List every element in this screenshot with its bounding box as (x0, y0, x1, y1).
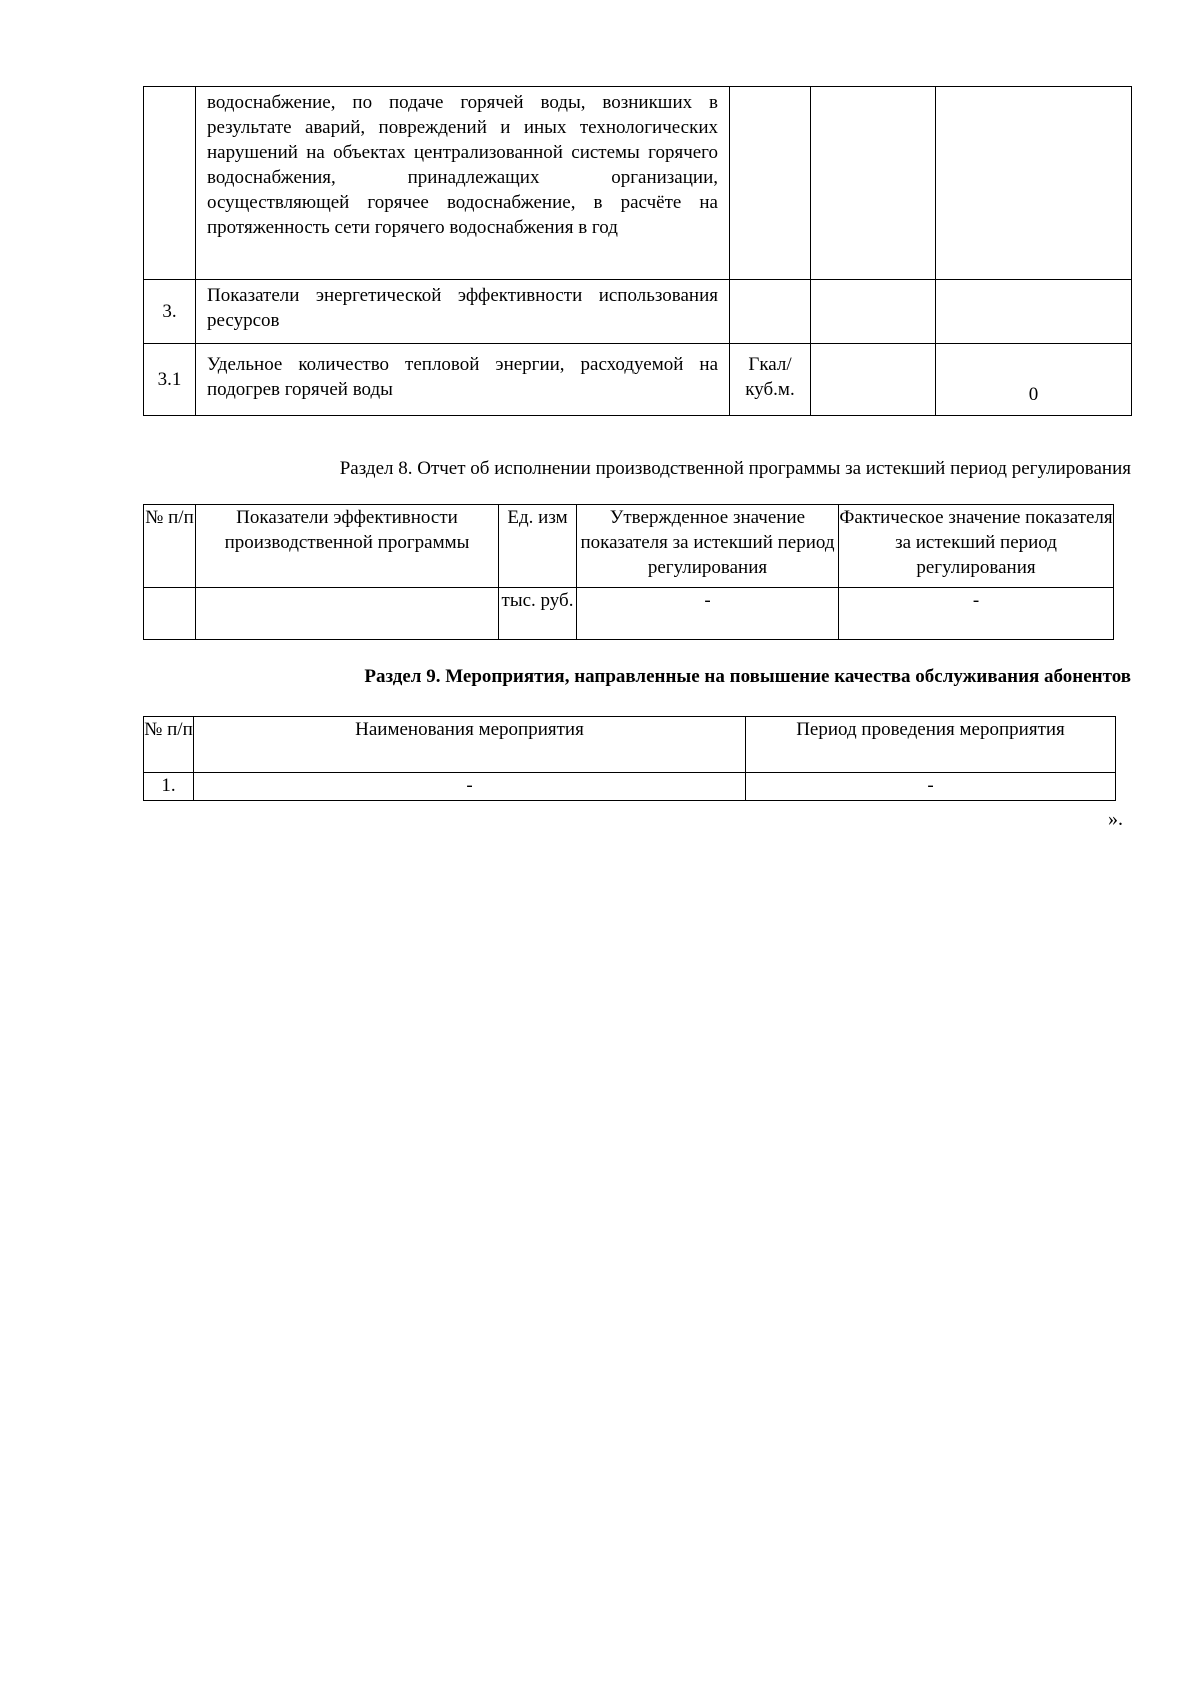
section-9-heading: Раздел 9. Мероприятия, направленные на повышение качества обслуживания абонентов (364, 666, 1131, 687)
indicator-cell (196, 588, 499, 640)
measure-name-cell: - (194, 773, 746, 801)
approved-value-cell: - (577, 588, 839, 640)
unit-cell: Гкал/ куб.м. (730, 344, 811, 416)
closing-quote: ». (1108, 808, 1123, 830)
indicator-text: водоснабжение, по подаче горячей воды, возникших в результате аварий, повреждений и иных технологических нарушений на объектах централизованной системы горячего водоснабжения, принадлежащих организации, осуществляющей горячее водоснабжение, в расчёте на протяженность сети горячего водоснабжения в год (196, 87, 730, 280)
column-header: Ед. изм (499, 505, 577, 588)
value-cell (936, 280, 1132, 344)
section-8-heading: Раздел 8. Отчет об исполнении производственной программы за истекший период регулирования (339, 458, 1131, 479)
column-header: Период проведения мероприятия (746, 717, 1116, 773)
table-header-row (144, 505, 1114, 588)
column-header: Фактическое значение показателя за истекший период регулирования (839, 505, 1114, 588)
unit-cell (730, 280, 811, 344)
row-number (144, 87, 196, 280)
column-header: № п/п (144, 717, 194, 773)
table-header-row (144, 717, 1116, 773)
measure-period-cell: - (746, 773, 1116, 801)
column-header: Утвержденное значение показателя за истекший период регулирования (577, 505, 839, 588)
table-row (144, 588, 1114, 640)
column-header: № п/п (144, 505, 196, 588)
row-number: 3.1 (144, 344, 196, 416)
table-row (144, 773, 1116, 801)
value-cell (936, 87, 1132, 280)
table-row (144, 87, 1132, 280)
row-number: 3. (144, 280, 196, 344)
indicator-text: Удельное количество тепловой энергии, расходуемой на подогрев горячей воды (196, 344, 730, 416)
row-number (144, 588, 196, 640)
value-cell (811, 280, 936, 344)
table-row (144, 344, 1132, 416)
row-number: 1. (144, 773, 194, 801)
column-header: Показатели эффективности производственной программы (196, 505, 499, 588)
unit-cell (730, 87, 811, 280)
table-row (144, 280, 1132, 344)
indicators-table (143, 86, 1132, 416)
unit-cell: тыс. руб. (499, 588, 577, 640)
actual-value-cell: - (839, 588, 1114, 640)
value-cell: 0 (936, 344, 1132, 416)
value-cell (811, 87, 936, 280)
column-header: Наименования мероприятия (194, 717, 746, 773)
value-cell (811, 344, 936, 416)
program-report-table (143, 504, 1114, 640)
measures-table (143, 716, 1116, 801)
indicator-text: Показатели энергетической эффективности использования ресурсов (196, 280, 730, 344)
